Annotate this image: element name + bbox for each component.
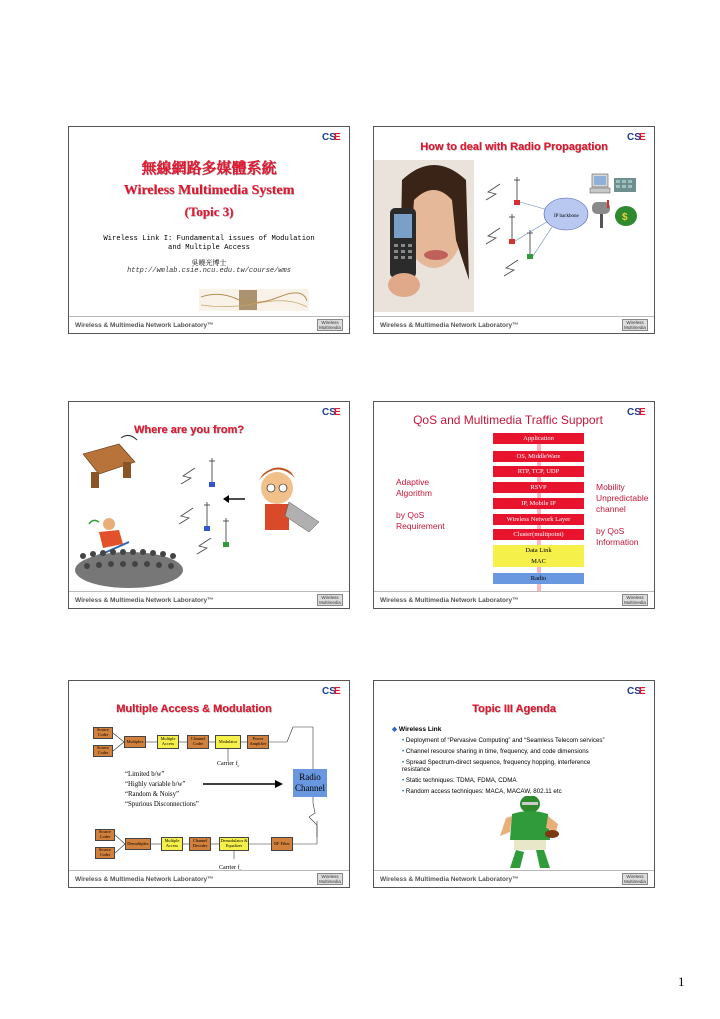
layer-arrows <box>535 444 543 594</box>
woman-phone-image <box>374 160 474 312</box>
slide5-title: Multiple Access & Modulation <box>116 703 272 715</box>
wireless-logo-icon: Wireless Multimedia <box>317 319 343 331</box>
slide-4 <box>373 401 655 609</box>
wmlab-watermark-icon <box>199 287 309 315</box>
rx-chain-links <box>69 821 350 861</box>
quote-variable-bw: “Highly variable b/w” <box>125 781 186 788</box>
tx-carrier-label: Carrier $f_c$ <box>217 761 240 769</box>
slide1-subtitle-2: and Multiple Access <box>168 244 250 252</box>
layer-radio: Radio <box>493 573 584 584</box>
rx-carrier-label: Carrier $f_c$ <box>219 865 242 873</box>
wireless-logo-icon: Wireless Multimedia <box>622 594 648 606</box>
footer-lab-text: Wireless & Multimedia Network Laboratory™ <box>380 876 519 883</box>
quote-random-noisy: “Random & Noisy” <box>125 791 179 798</box>
right-label-information: Information <box>596 537 639 547</box>
slide1-url[interactable]: http://wmlab.csie.ncu.edu.tw/course/wms <box>127 267 291 275</box>
svg-text:CS: CS <box>322 132 336 143</box>
agenda-item-4: • Static techniques: TDMA, FDMA, CDMA <box>402 777 517 784</box>
layer-wireless-network: Wireless Network Layer <box>493 514 584 525</box>
svg-text:CS: CS <box>627 132 641 143</box>
slide6-footer <box>374 870 654 887</box>
slide1-footer <box>69 316 349 333</box>
wireless-logo-icon: Wireless Multimedia <box>317 873 343 885</box>
slide5-footer <box>69 870 349 887</box>
slide1-author: 吳曉光博士 <box>191 259 227 267</box>
slide-5 <box>68 680 350 888</box>
right-label-unpredictable: Unpredictable <box>596 493 649 503</box>
tx-channel-coder: Channel Coder <box>187 735 209 749</box>
wireless-logo-icon: Wireless Multimedia <box>317 594 343 606</box>
svg-text:E: E <box>334 407 341 418</box>
layer-mac: MAC <box>493 556 584 567</box>
slide2-title: How to deal with Radio Propagation <box>420 141 608 153</box>
rx-demodulator: Demodulator & Equalizer <box>219 837 249 851</box>
layer-rsvp: RSVP <box>493 482 584 493</box>
rx-multiple-access: Multiple Access <box>161 837 183 851</box>
slide2-footer <box>374 316 654 333</box>
tx-modulator: Modulator <box>215 735 241 749</box>
slide-1 <box>68 126 350 334</box>
svg-text:E: E <box>334 686 341 697</box>
cse-logo-icon <box>321 683 343 697</box>
rx-demultiplex: Demultiplex <box>125 838 151 850</box>
slide1-title-cn: 無線網路多媒體系統 <box>141 161 277 177</box>
right-label-by-qos: by QoS <box>596 526 625 536</box>
slide3-title: Where are you from? <box>133 424 245 436</box>
left-label-requirement: Requirement <box>396 521 445 531</box>
bullet-icon: ◆ <box>392 726 398 733</box>
rx-channel-decoder: Channel Decoder <box>189 837 211 851</box>
bullet-icon: • <box>402 788 405 795</box>
footer-lab-text: Wireless & Multimedia Network Laboratory™ <box>380 597 519 604</box>
cse-logo-icon <box>626 683 648 697</box>
svg-text:CS: CS <box>322 407 336 418</box>
rx-source-coder-2: Source Coder <box>95 847 115 859</box>
agenda-item-5: • Random access techniques: MACA, MACAW, 802.11 etc <box>402 788 562 795</box>
footer-lab-text: Wireless & Multimedia Network Laboratory™ <box>75 322 214 329</box>
radio-channel-box: Radio Channel <box>293 769 327 797</box>
agenda-heading: ◆ Wireless Link <box>392 726 442 733</box>
money-icon: $ <box>622 212 628 223</box>
layer-ip-mobile-ip: IP, Mobile IP <box>493 498 584 509</box>
page-number: 1 <box>678 974 685 989</box>
cse-logo-icon <box>321 129 343 143</box>
tx-source-coder-1: Source Coder <box>93 727 113 739</box>
tx-multiplex: Multiplex <box>124 736 146 748</box>
wireless-logo-icon: Wireless Multimedia <box>622 873 648 885</box>
footer-lab-text: Wireless & Multimedia Network Laboratory™ <box>75 876 214 883</box>
quote-limited-bw: “Limited b/w” <box>125 771 165 778</box>
agenda-item-2: • Channel resource sharing in time, frequency, and code dimensions <box>402 748 589 755</box>
rx-source-coder-1: Source Coder <box>95 829 115 841</box>
layer-rtp-tcp-udp: RTP, TCP, UDP <box>493 466 584 477</box>
slide4-footer <box>374 591 654 608</box>
agenda-item-1: • Deployment of “Pervasive Computing” and “Seamless Telecom services” <box>402 737 605 744</box>
layer-cluster: Cluster(multipoint) <box>493 529 584 540</box>
rx-rf-filter: RF Filter <box>271 837 293 851</box>
svg-text:CS: CS <box>322 686 336 697</box>
radio-network-diagram <box>474 172 652 312</box>
tx-power-amplifier: Power Amplifier <box>247 735 269 749</box>
slide-6 <box>373 680 655 888</box>
slide1-title-en: Wireless Multimedia System <box>123 183 295 198</box>
layer-os-middleware: OS, MiddleWare <box>493 451 584 462</box>
footer-lab-text: Wireless & Multimedia Network Laboratory™ <box>380 322 519 329</box>
svg-text:E: E <box>639 132 646 143</box>
right-label-channel: channel <box>596 504 626 514</box>
ip-backbone-label: IP backbone <box>554 214 579 219</box>
slide1-subtitle-1: Wireless Link I: Fundamental issues of Modulation <box>103 235 315 243</box>
bullet-icon: • <box>402 737 405 744</box>
bullet-icon: • <box>402 748 405 755</box>
left-label-adaptive: Adaptive <box>396 477 430 487</box>
slide1-topic: (Topic 3) <box>184 204 234 219</box>
svg-text:CS: CS <box>627 686 641 697</box>
cse-logo-icon <box>321 404 343 418</box>
slide-2 <box>373 126 655 334</box>
layer-application: Application <box>493 433 584 444</box>
slide4-title: QoS and Multimedia Traffic Support <box>413 413 603 427</box>
tx-source-coder-2: Source Coder <box>93 745 113 757</box>
left-label-by-qos: by QoS <box>396 510 425 520</box>
left-label-algorithm: Algorithm <box>396 488 432 498</box>
quote-disconnections: “Spurious Disconnections” <box>125 801 199 808</box>
slide3-footer <box>69 591 349 608</box>
svg-text:E: E <box>639 407 646 418</box>
bullet-icon: • <box>402 759 405 766</box>
football-player-image <box>486 796 566 871</box>
footer-lab-text: Wireless & Multimedia Network Laboratory™ <box>75 597 214 604</box>
svg-text:E: E <box>334 132 341 143</box>
slide-3 <box>68 401 350 609</box>
svg-text:CS: CS <box>627 407 641 418</box>
tx-multiple-access: Multiple Access <box>157 735 179 749</box>
arrow-to-channel-icon <box>203 779 283 789</box>
layer-data-link: Data Link <box>493 545 584 556</box>
where-from-illustration <box>69 432 350 590</box>
agenda-item-3: • Spread Spectrum-direct sequence, frequency hopping, interference resistance <box>402 759 591 773</box>
wireless-logo-icon: Wireless Multimedia <box>622 319 648 331</box>
svg-text:E: E <box>639 686 646 697</box>
bullet-icon: • <box>402 777 405 784</box>
slide6-title: Topic III Agenda <box>472 703 556 715</box>
right-label-mobility: Mobility <box>596 482 625 492</box>
